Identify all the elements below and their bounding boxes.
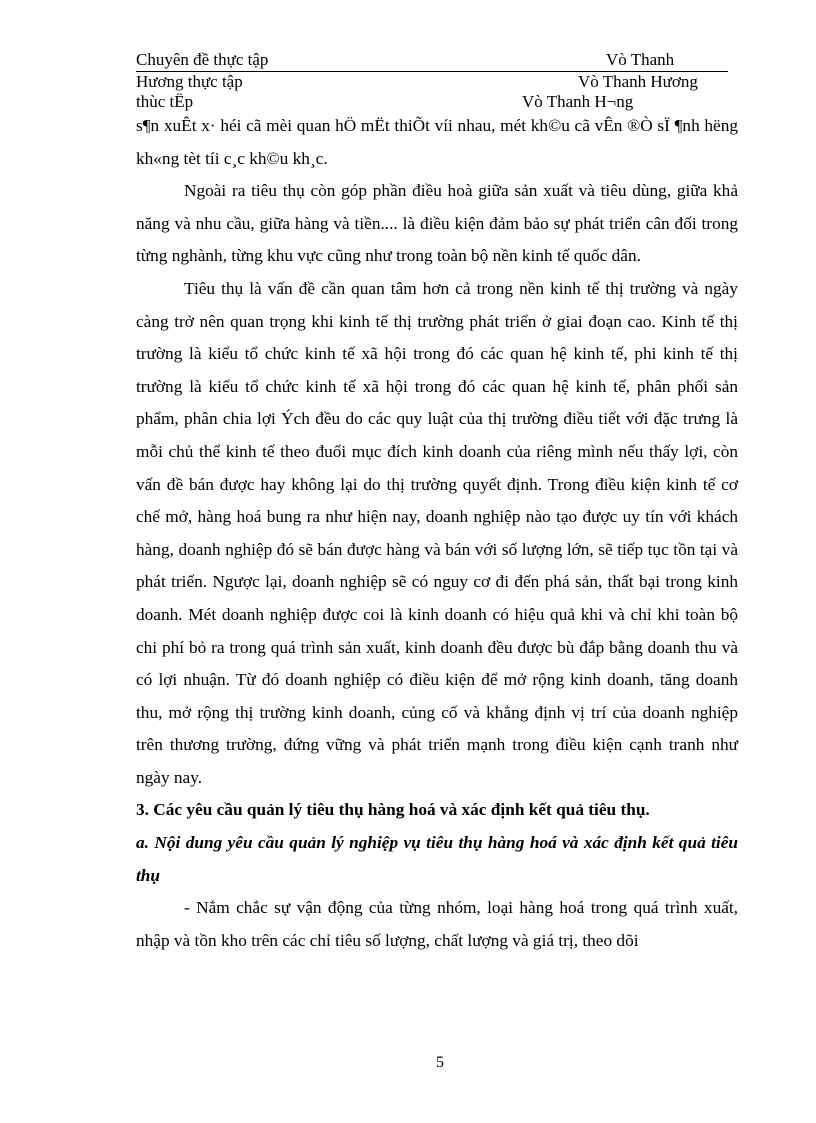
paragraph-garbled: s¶n xuÊt x· héi cã mèi quan hÖ mËt thiÕt víi nhau, mét kh©u cã vÊn ®Ò sÏ ¶nh hëng kh«ng tèt tíi c¸c kh©u kh¸c. <box>136 116 738 168</box>
header-author-garbled: Vò Thanh H¬ng <box>522 92 634 111</box>
subsection-heading-a: a. Nội dung yêu cầu quản lý nghiệp vụ tiêu thụ hàng hoá và xác định kết quả tiêu thụ <box>136 833 738 885</box>
header-subtitle-garbled: thùc tËp <box>136 92 194 111</box>
header-title: Chuyên đề thực tập <box>136 50 269 69</box>
page-header <box>136 50 728 70</box>
header-row-3 <box>136 92 728 112</box>
header-author: Vò Thanh <box>606 50 675 69</box>
header-row-2 <box>136 72 728 92</box>
header-subtitle: Hương thực tập <box>136 72 243 91</box>
document-body <box>136 110 738 957</box>
header-author-full: Vò Thanh Hương <box>578 72 698 91</box>
page-header-duplicate <box>136 72 728 112</box>
page-number: 5 <box>436 1054 444 1071</box>
paragraph-2: Tiêu thụ là vấn đề cần quan tâm hơn cả trong nền kinh tế thị trường và ngày càng trở nên quan trọng khi kinh tế thị trường phát triển ở giai đoạn cao. Kinh tế thị trường là kiểu tổ chức kinh tế xã hội trong đó các quan hệ kinh tế, phi kinh tế thị trường là kiểu tổ chức kinh tế xã hội trong đó các quan hệ kinh tế, phân phối sản phẩm, phân chia lợi Ých đều do các quy luật của thị trường điều tiết với đặc trưng là mỗi chủ thể kinh tế theo đuổi mục đích kinh doanh của riêng mình nếu thấy lợi, còn vấn đề bán được hay không lại do thị trường quyết định. Trong điều kiện kinh tế cơ chế mở, hàng hoá bung ra như hiện nay, doanh nghiệp nào tạo được uy tín với khách hàng, doanh nghiệp đó sẽ bán được hàng và bán với số lượng lớn, sẽ tiếp tục tồn tại và phát triển. Ngược lại, doanh nghiệp sẽ có nguy cơ đi đến phá sản, thất bại trong kinh doanh. Mét doanh nghiệp được coi là kinh doanh có hiệu quả khi và chỉ khi toàn bộ chi phí bỏ ra trong quá trình sản xuất, kinh doanh đều được bù đắp bằng doanh thu và có lợi nhuận. Từ đó doanh nghiệp có điều kiện để mở rộng kinh doanh, tăng doanh thu, mở rộng thị trường kinh doanh, củng cố và khẳng định vị trí của doanh nghiệp trên thương trường, đứng vững và phát triển mạnh trong điều kiện cạnh tranh như ngày nay. <box>136 278 738 787</box>
header-row-1 <box>136 50 728 70</box>
paragraph-3: - Nắm chắc sự vận động của từng nhóm, loại hàng hoá trong quá trình xuất, nhập và tồn kho trên các chỉ tiêu số lượng, chất lượng và giá trị, theo dõi <box>136 898 738 950</box>
section-heading-3: 3. Các yêu cầu quản lý tiêu thụ hàng hoá và xác định kết quả tiêu thụ. <box>136 800 650 820</box>
paragraph-1: Ngoài ra tiêu thụ còn góp phần điều hoà giữa sản xuất và tiêu dùng, giữa khả năng và nhu cầu, giữa hàng và tiền.... là điều kiện đảm bảo sự phát triển cân đối trong từng nghành, từng khu vực cũng như trong toàn bộ nền kinh tế quốc dân. <box>136 181 738 266</box>
